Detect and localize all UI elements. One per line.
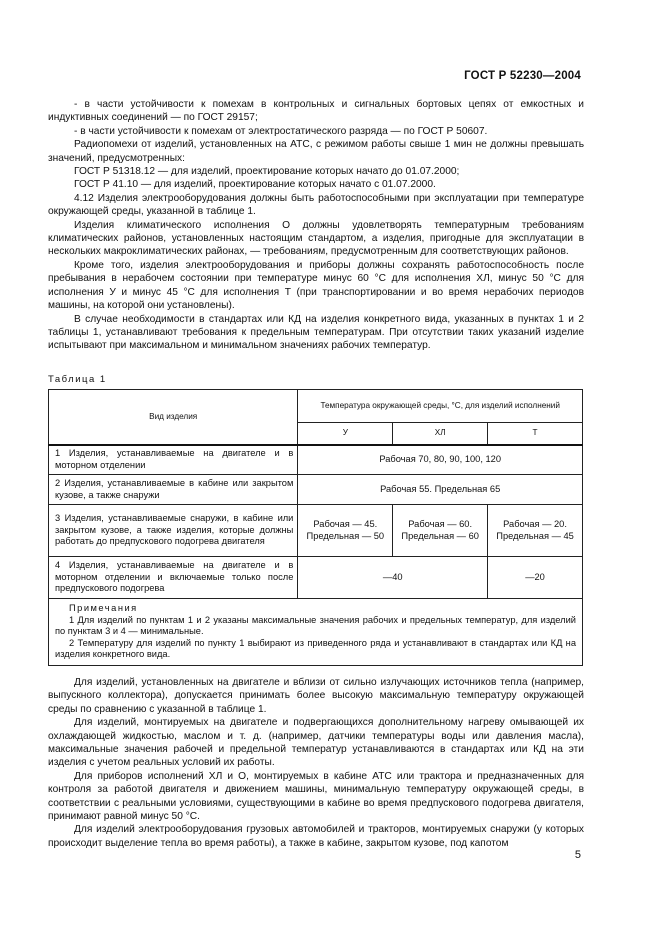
table-row	[49, 445, 583, 475]
row-kind: 1 Изделия, устанавливаемые на двигателе и в моторном отделении	[49, 445, 298, 475]
row-value-u-hl: —40	[298, 557, 488, 599]
paragraph: 4.12 Изделия электрооборудования должны быть работоспособными при эксплуатации при температуре окружающей среды, указанной в таблице 1.	[48, 192, 584, 218]
paragraph: ГОСТ Р 51318.12 — для изделий, проектирование которых начато до 01.07.2000;	[74, 166, 460, 178]
table-notes-row	[49, 599, 583, 666]
paragraph: В случае необходимости в стандартах или КД на изделия конкретного вида, указанных в пунктах 1 и 2 таблицы 1, устанавливают требования к предельным температурам. При отсутствии таких указаний изделие испытывают при максимальном и минимальном значениях рабочих температур.	[48, 313, 584, 352]
paragraph: Кроме того, изделия электрооборудования и приборы должны сохранять работоспособность после пребывания в нерабочем состоянии при температуре минус 60 °С для исполнения ХЛ, минус 50 °С для исполнения У и минус 45 °С для исполнения Т (при транспортировании и во время нерабочих периодов машины, на которой они установлены).	[48, 259, 584, 312]
table-row	[49, 557, 583, 599]
table-row	[49, 475, 583, 505]
note: 2 Температуру для изделий по пункту 1 выбирают из приведенного ряда и устанавливают в стандартах или КД на изделия конкретного вида.	[55, 637, 576, 660]
limit-temp: Предельная — 50	[306, 530, 385, 541]
limit-temp: Предельная — 45	[496, 530, 574, 541]
table-notes	[49, 599, 583, 666]
body-text-bottom	[48, 676, 584, 850]
table-row	[49, 505, 583, 557]
row-kind: 2 Изделия, устанавливаемые в кабине или закрытом кузове, а также снаружи	[49, 475, 298, 505]
body-text-top	[48, 98, 584, 353]
column-header-temperature: Температура окружающей среды, °С, для изделий исполнений	[298, 390, 583, 423]
paragraph: ГОСТ Р 41.10 — для изделий, проектирование которых начато с 01.07.2000.	[74, 179, 436, 191]
notes-title: Примечания	[69, 603, 138, 613]
paragraph: Для изделий, установленных на двигателе и вблизи от сильно излучающих источников тепла (например, выпускного коллектора), допускается принимать более высокую максимальную температуру окружающей среды по сравнению с указанной в таблице 1.	[48, 677, 584, 715]
paragraph: Для изделий электрооборудования грузовых автомобилей и тракторов, монтируемых снаружи (у которых происходит выделение тепла во время работы), а также в кабине, закрытом кузове, под капотом	[48, 824, 584, 849]
row-kind: 4 Изделия, устанавливаемые на двигателе и в моторном отделении и включаемые только после предпускового подогрева	[49, 557, 298, 599]
page-number: 5	[574, 849, 581, 861]
limit-temp: Предельная — 60	[401, 530, 479, 541]
row-value-all: Рабочая 70, 80, 90, 100, 120	[298, 445, 583, 475]
paragraph: Для изделий, монтируемых на двигателе и подвергающихся дополнительному нагреву омывающей их охлаждающей жидкостью, маслом и т. д. (например, датчики температуры воды или давления масла), максимальные значения рабочей и предельной температур устанавливаются в стандартах или КД на эти изделия с учетом реальных условий их работы.	[48, 717, 584, 769]
note: 1 Для изделий по пунктам 1 и 2 указаны максимальные значения рабочих и предельных температур, для изделий по пунктам 3 и 4 — минимальные.	[55, 614, 576, 637]
paragraph: - в части устойчивости к помехам в контрольных и сигнальных бортовых цепях от емкостных и индуктивных соединений — по ГОСТ 29157;	[48, 99, 584, 124]
row-value-t: —20	[488, 557, 583, 599]
column-header-t: Т	[488, 423, 583, 445]
paragraph: Изделия климатического исполнения О должны удовлетворять температурным требованиям климатических районов, установленных настоящим стандартом, а изделия, пригодные для эксплуатации в нескольких макроклиматических районах, — требованиям, предусмотренным для соответствующих районов.	[48, 219, 584, 258]
column-header-u: У	[298, 423, 393, 445]
row-kind: 3 Изделия, устанавливаемые снаружи, в кабине или закрытом кузове, а также изделия, которые должны работать до предпускового подогрева двигателя	[49, 505, 298, 557]
paragraph: Радиопомехи от изделий, установленных на АТС, с режимом работы свыше 1 мин не должны превышать значений, предусмотренных:	[48, 139, 584, 164]
paragraph: - в части устойчивости к помехам от электростатического разряда — по ГОСТ Р 50607.	[74, 125, 488, 137]
row-value-all: Рабочая 55. Предельная 65	[298, 475, 583, 505]
table-title: Таблица 1	[48, 374, 107, 385]
row-value-hl	[393, 505, 488, 557]
working-temp: Рабочая — 20.	[503, 518, 567, 529]
row-value-u	[298, 505, 393, 557]
column-header-hl: ХЛ	[393, 423, 488, 445]
working-temp: Рабочая — 60.	[408, 518, 473, 529]
document-code-header: ГОСТ Р 52230—2004	[464, 70, 581, 82]
column-header-kind: Вид изделия	[49, 390, 298, 445]
working-temp: Рабочая — 45.	[313, 518, 378, 529]
temperature-table	[48, 389, 583, 666]
paragraph: Для приборов исполнений ХЛ и О, монтируемых в кабине АТС или трактора и предназначенных для контроля за работой двигателя и движением машины, минимальную температуру окружающей среды, в соответствии с реальными условиями, существующими в кабине во время предпускового подогрева двигателя, принимают равной минус 50 °С.	[48, 770, 584, 823]
row-value-t	[488, 505, 583, 557]
